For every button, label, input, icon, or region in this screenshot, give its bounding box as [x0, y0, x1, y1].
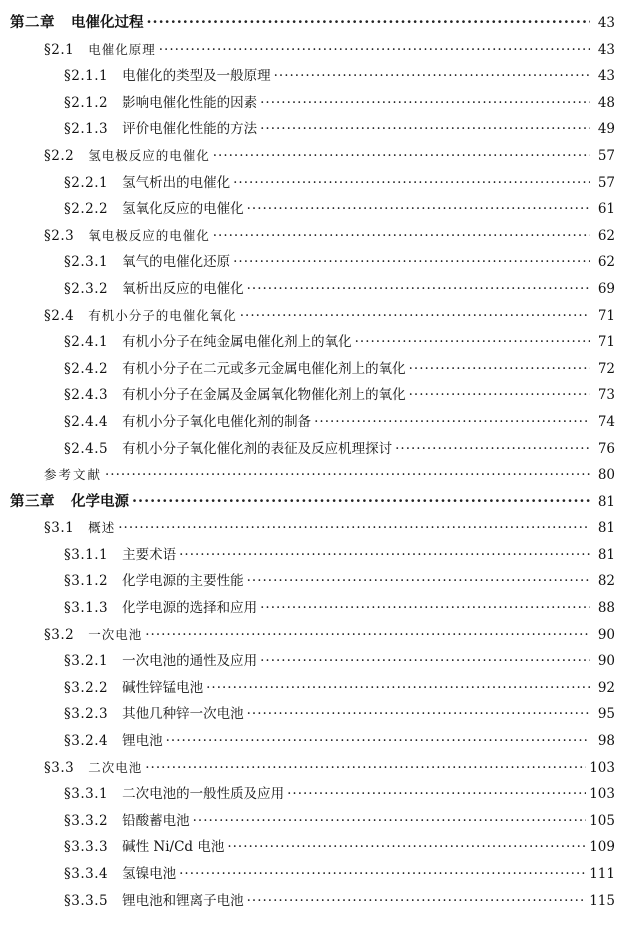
dot-leader	[233, 170, 590, 197]
dot-leader	[147, 10, 591, 37]
toc-entry-title: 氧析出反应的电催化	[122, 280, 244, 297]
toc-page-number: 80	[597, 467, 615, 484]
toc-page-number: 62	[597, 227, 615, 244]
toc-entry-title: 锂电池和锂离子电池	[122, 892, 244, 909]
toc-entry-title: 电催化的类型及一般原理	[122, 68, 271, 85]
toc-page-number: 72	[597, 360, 615, 377]
toc-entry-number: §3.3.3	[64, 839, 109, 856]
toc-page-number: 81	[597, 493, 615, 510]
toc-entry-title: 影响电催化性能的因素	[122, 94, 258, 111]
toc-section-entry	[0, 728, 623, 755]
toc-section-entry	[0, 63, 623, 90]
toc-entry-title: 碱性 Ni/Cd 电池	[122, 839, 225, 856]
toc-page-number: 88	[597, 600, 615, 617]
toc-section-entry	[0, 409, 623, 436]
toc-entry-title: 概述	[88, 520, 116, 536]
toc-entry-number: §2.3	[44, 227, 75, 244]
toc-entry-number: §2.4.3	[64, 387, 109, 404]
toc-entry-number: §3.2.4	[64, 733, 109, 750]
toc-section-entry	[0, 595, 623, 622]
toc-entry-title: 二次电池的一般性质及应用	[122, 786, 285, 803]
toc-entry-number: §2.1.3	[64, 121, 109, 138]
toc-entry-title: 化学电源的选择和应用	[122, 600, 258, 617]
dot-leader	[260, 648, 590, 675]
dot-leader	[145, 622, 590, 649]
dot-leader	[247, 888, 587, 915]
dot-leader	[247, 276, 590, 303]
toc-section-entry	[0, 116, 623, 143]
toc-entry-title: 有机小分子在二元或多元金属电催化剂上的氧化	[122, 360, 406, 377]
toc-entry-number: §2.2.1	[64, 174, 109, 191]
toc-page-number: 90	[597, 626, 615, 643]
dot-leader	[132, 489, 590, 516]
toc-page-number: 95	[597, 706, 615, 723]
toc-entry-title: 电催化原理	[88, 41, 156, 57]
toc-page-number: 69	[597, 280, 615, 297]
toc-page-number: 76	[597, 440, 615, 457]
toc-page-number: 115	[589, 892, 615, 909]
dot-leader	[193, 808, 587, 835]
toc-entry-number: §3.1.1	[64, 546, 109, 563]
toc-page-number: 73	[597, 387, 615, 404]
toc-entry-number: §3.1.2	[64, 573, 109, 590]
dot-leader	[145, 755, 586, 782]
toc-section-entry	[0, 382, 623, 409]
toc-entry-number: §3.3	[44, 759, 75, 776]
toc-section-entry	[0, 701, 623, 728]
toc-page-number: 74	[597, 413, 615, 430]
toc-entry-number: §2.2.2	[64, 201, 109, 218]
toc-section-entry	[0, 143, 623, 170]
dot-leader	[179, 861, 586, 888]
toc-chapter-entry	[0, 10, 623, 37]
toc-entry-number: §3.2.2	[64, 679, 109, 696]
toc-entry-number: §2.2	[44, 147, 75, 164]
toc-page-number: 81	[597, 546, 615, 563]
toc-entry-title: 参考文献	[44, 467, 103, 483]
toc-section-entry	[0, 356, 623, 383]
toc-entry-number: §2.1	[44, 41, 75, 58]
toc-page-number: 103	[589, 786, 615, 803]
toc-section-entry	[0, 542, 623, 569]
dot-leader	[159, 37, 590, 64]
toc-section-entry	[0, 436, 623, 463]
toc-entry-title: 有机小分子的电催化氧化	[88, 307, 237, 323]
toc-entry-title: 主要术语	[122, 546, 177, 563]
toc-page-number: 49	[597, 121, 615, 138]
dot-leader	[260, 90, 590, 117]
toc-page-number: 43	[597, 68, 615, 85]
toc-entry-number: §2.4.1	[64, 334, 109, 351]
toc-page-number: 90	[597, 653, 615, 670]
dot-leader	[247, 196, 590, 223]
table-of-contents	[0, 10, 623, 914]
toc-references-entry	[0, 462, 623, 489]
toc-section-entry	[0, 276, 623, 303]
toc-entry-title: 氢气析出的电催化	[122, 174, 231, 191]
toc-entry-title: 化学电源的主要性能	[122, 573, 244, 590]
toc-page-number: 43	[597, 41, 615, 58]
toc-entry-title: 一次电池的通性及应用	[122, 653, 258, 670]
toc-entry-number: §3.2	[44, 626, 75, 643]
toc-entry-title: 二次电池	[88, 759, 143, 775]
toc-entry-number: §2.1.1	[64, 68, 109, 85]
dot-leader	[287, 781, 586, 808]
dot-leader	[395, 436, 590, 463]
toc-entry-number: 第二章	[10, 14, 55, 31]
toc-entry-title: 有机小分子在纯金属电催化剂上的氧化	[122, 334, 352, 351]
toc-section-entry	[0, 303, 623, 330]
dot-leader	[179, 542, 590, 569]
dot-leader	[105, 462, 590, 489]
toc-section-entry	[0, 37, 623, 64]
toc-entry-title: 氧电极反应的电催化	[88, 227, 210, 243]
dot-leader	[118, 515, 590, 542]
toc-section-entry	[0, 808, 623, 835]
toc-entry-number: §2.4.5	[64, 440, 109, 457]
toc-section-entry	[0, 675, 623, 702]
toc-page-number: 43	[597, 15, 615, 31]
toc-page-number: 81	[597, 520, 615, 537]
toc-entry-number: §2.4	[44, 307, 75, 324]
toc-section-entry	[0, 196, 623, 223]
toc-entry-title: 碱性锌锰电池	[122, 679, 204, 696]
dot-leader	[355, 329, 590, 356]
toc-entry-title: 有机小分子氧化催化剂的表征及反应机理探讨	[122, 440, 393, 457]
dot-leader	[247, 701, 590, 728]
toc-section-entry	[0, 515, 623, 542]
toc-entry-number: §3.2.3	[64, 706, 109, 723]
toc-entry-title: 一次电池	[88, 626, 143, 642]
toc-entry-title: 电催化过程	[71, 14, 144, 31]
toc-entry-title: 其他几种锌一次电池	[122, 706, 244, 723]
dot-leader	[227, 834, 586, 861]
toc-entry-number: §3.3.2	[64, 812, 109, 829]
toc-entry-number: §2.4.2	[64, 360, 109, 377]
toc-entry-title: 锂电池	[122, 733, 163, 750]
dot-leader	[314, 409, 590, 436]
dot-leader	[233, 249, 590, 276]
toc-entry-title: 氧气的电催化还原	[122, 254, 231, 271]
toc-section-entry	[0, 568, 623, 595]
toc-entry-title: 氢氧化反应的电催化	[122, 201, 244, 218]
toc-section-entry	[0, 648, 623, 675]
toc-entry-number: §3.3.5	[64, 892, 109, 909]
toc-section-entry	[0, 755, 623, 782]
toc-section-entry	[0, 90, 623, 117]
toc-entry-title: 有机小分子氧化电催化剂的制备	[122, 413, 312, 430]
toc-entry-number: §2.4.4	[64, 413, 109, 430]
toc-entry-number: §3.3.1	[64, 786, 109, 803]
toc-section-entry	[0, 223, 623, 250]
dot-leader	[213, 223, 590, 250]
dot-leader	[260, 116, 590, 143]
toc-entry-number: §3.1.3	[64, 600, 109, 617]
toc-page-number: 98	[597, 733, 615, 750]
dot-leader	[166, 728, 590, 755]
toc-entry-number: §2.3.2	[64, 280, 109, 297]
dot-leader	[409, 382, 590, 409]
toc-section-entry	[0, 888, 623, 915]
toc-entry-number: §3.1	[44, 520, 75, 537]
toc-section-entry	[0, 622, 623, 649]
toc-page-number: 57	[597, 174, 615, 191]
toc-section-entry	[0, 861, 623, 888]
toc-section-entry	[0, 834, 623, 861]
toc-entry-title: 铅酸蓄电池	[122, 812, 190, 829]
dot-leader	[206, 675, 590, 702]
toc-entry-title: 有机小分子在金属及金属氧化物催化剂上的氧化	[122, 387, 406, 404]
toc-page-number: 71	[597, 307, 615, 324]
toc-page-number: 111	[589, 866, 615, 882]
toc-page-number: 48	[597, 94, 615, 111]
toc-entry-title: 氢镍电池	[122, 866, 177, 882]
toc-entry-title: 评价电催化性能的方法	[122, 121, 258, 138]
toc-entry-number: §2.1.2	[64, 94, 109, 111]
toc-entry-number: 第三章	[10, 492, 55, 510]
toc-section-entry	[0, 781, 623, 808]
toc-chapter-entry	[0, 489, 623, 516]
toc-page-number: 61	[597, 201, 615, 218]
toc-page-number: 103	[589, 759, 615, 776]
toc-page-number: 62	[597, 254, 615, 271]
dot-leader	[213, 143, 590, 170]
dot-leader	[240, 303, 590, 330]
toc-section-entry	[0, 249, 623, 276]
toc-page-number: 92	[597, 679, 615, 696]
toc-entry-title: 氢电极反应的电催化	[88, 147, 210, 163]
dot-leader	[260, 595, 590, 622]
toc-section-entry	[0, 170, 623, 197]
toc-page-number: 71	[597, 334, 615, 351]
toc-entry-title: 化学电源	[71, 492, 129, 510]
toc-entry-number: §3.2.1	[64, 653, 109, 670]
toc-page-number: 105	[589, 812, 615, 829]
dot-leader	[409, 356, 590, 383]
toc-entry-number: §3.3.4	[64, 866, 109, 882]
toc-page-number: 109	[589, 839, 615, 856]
dot-leader	[274, 63, 590, 90]
toc-entry-number: §2.3.1	[64, 254, 109, 271]
dot-leader	[247, 568, 590, 595]
toc-page-number: 57	[597, 147, 615, 164]
toc-section-entry	[0, 329, 623, 356]
toc-page-number: 82	[597, 573, 615, 590]
